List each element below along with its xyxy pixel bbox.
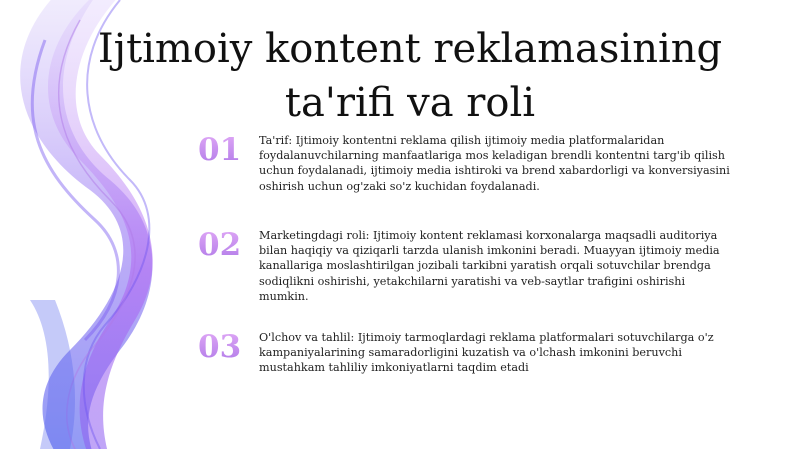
item-number: 03 bbox=[198, 330, 250, 364]
item-text: Marketingdagi roli: Ijtimoiy kontent reklamasi korxonalarga maqsadli auditoriya bilan haqiqiy va qiziqarli tarzda ulanish imkonini beradi. Muayyan ijtimoiy media kanallariga moslashtirilgan jozibali tarkibni yaratish orqali sotuvchilar brendga sodiqlikni oshirishi, yetakchilarni yaratishi va veb-saytlar trafigini oshirishi mumkin. bbox=[259, 229, 720, 303]
item-text: Ta'rif: Ijtimoiy kontentni reklama qilish ijtimoiy media platformalaridan foydalanuvchilarning manfaatlariga mos keladigan brendli kontentni targ'ib qilish uchun foydalanadi, ijtimoiy media ishtiroki va brend xabardorligi va konversiyasini oshirish uchun og'zaki so'z kuchidan foydalanadi. bbox=[259, 134, 730, 193]
item-text: O'lchov va tahlil: Ijtimoiy tarmoqlardagi reklama platformalari sotuvchilarga o'z kampaniyalarining samaradorligini kuzatish va o'lchash imkonini beruvchi mustahkam tahliliy imkoniyatlarni taqdim etadi bbox=[259, 331, 714, 375]
slide-title: Ijtimoiy kontent reklamasining ta'rifi va roli bbox=[97, 26, 723, 126]
item-number: 02 bbox=[198, 228, 250, 262]
item-number: 01 bbox=[198, 133, 250, 167]
